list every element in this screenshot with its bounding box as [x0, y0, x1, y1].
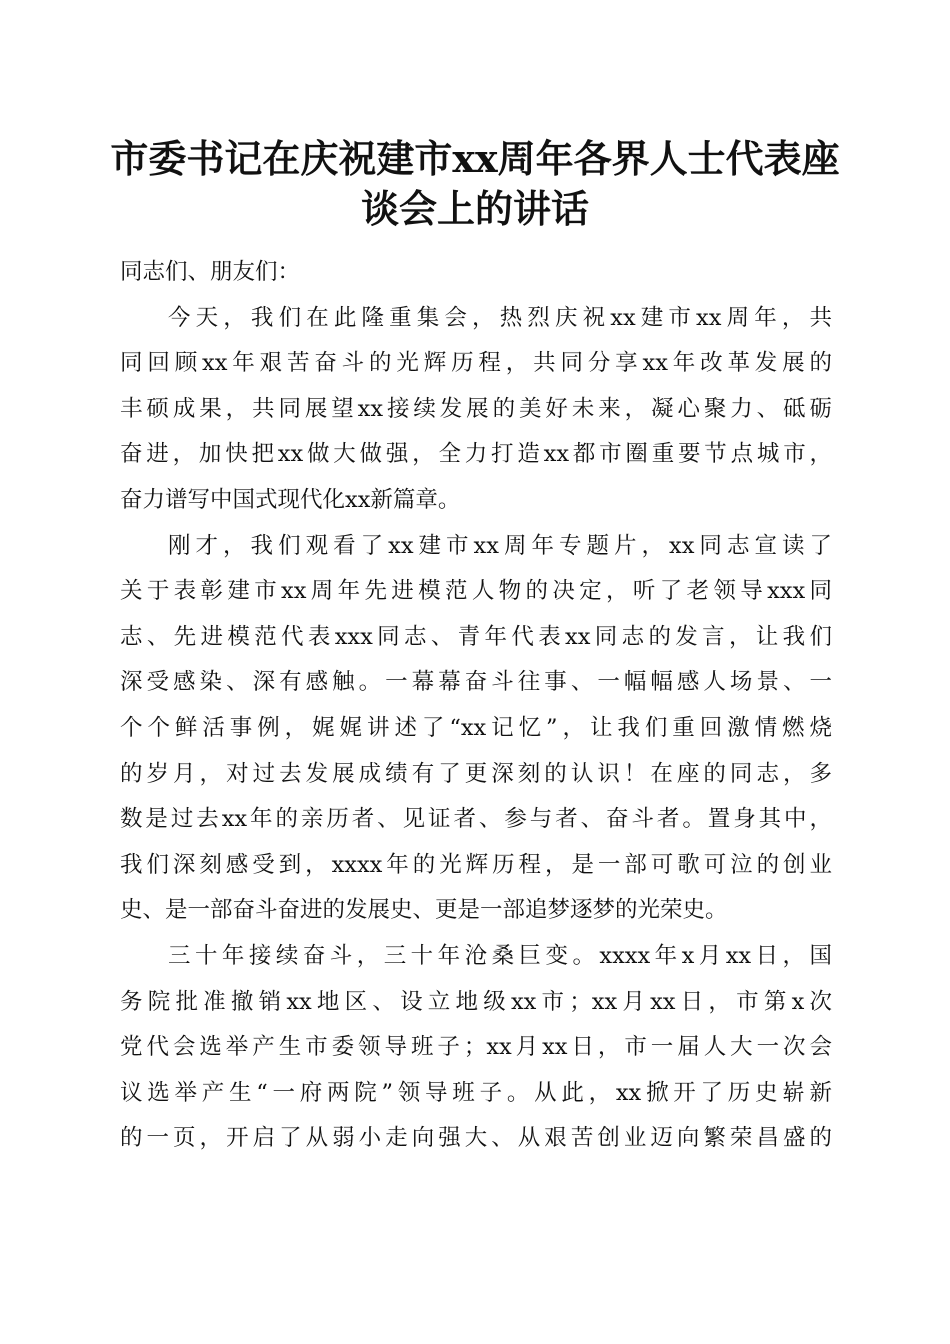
paragraph-3-line-3: 党代会选举产生市委领导班子；xx月xx日，市一届人大一次会 — [120, 1034, 832, 1061]
title-line-1: 市委书记在庆祝建市xx周年各界人士代表座 — [110, 136, 840, 181]
title-line-2: 谈会上的讲话 — [360, 186, 589, 231]
paragraph-1-line-4: 奋进，加快把xx做大做强，全力打造xx都市圈重要节点城市， — [120, 441, 832, 468]
paragraph-1-line-5: 奋力谱写中国式现代化xx新篇章。 — [120, 486, 461, 513]
paragraph-3-line-5: 的一页，开启了从弱小走向强大、从艰苦创业迈向繁荣昌盛的 — [120, 1125, 832, 1152]
paragraph-2-line-3: 志、先进模范代表xxx同志、青年代表xx同志的发言，让我们 — [120, 623, 832, 650]
paragraph-2-line-6: 的岁月，对过去发展成绩有了更深刻的认识！在座的同志，多 — [120, 760, 832, 787]
paragraph-2-line-5: 个个鲜活事例，娓娓讲述了“xx记忆”，让我们重回激情燃烧 — [120, 714, 832, 741]
paragraph-2-line-8: 我们深刻感受到，xxxx年的光辉历程，是一部可歌可泣的创业 — [120, 851, 832, 878]
speech-body — [120, 250, 832, 1162]
paragraph-2-line-4: 深受感染、深有感触。一幕幕奋斗往事、一幅幅感人场景、一 — [120, 669, 832, 696]
paragraph-3-line-2: 务院批准撤销xx地区、设立地级xx市；xx月xx日，市第x次 — [120, 988, 832, 1015]
paragraph-1-line-2: 同回顾xx年艰苦奋斗的光辉历程，共同分享xx年改革发展的 — [120, 350, 832, 377]
paragraph-1-line-3: 丰硕成果，共同展望xx接续发展的美好未来，凝心聚力、砥砺 — [120, 395, 832, 422]
paragraph-2-line-2: 关于表彰建市xx周年先进模范人物的决定，听了老领导xxx同 — [120, 578, 832, 605]
salutation: 同志们、朋友们： — [120, 259, 301, 285]
paragraph-3-line-1: 三十年接续奋斗，三十年沧桑巨变。xxxx年x月xx日，国 — [168, 942, 832, 969]
paragraph-2-line-7: 数是过去xx年的亲历者、见证者、参与者、奋斗者。置身其中， — [120, 806, 832, 833]
paragraph-1-line-1: 今天，我们在此隆重集会，热烈庆祝xx建市xx周年，共 — [168, 304, 832, 331]
paragraph-3-line-4: 议选举产生“一府两院”领导班子。从此，xx掀开了历史崭新 — [120, 1079, 832, 1106]
paragraph-2-line-9: 史、是一部奋斗奋进的发展史、更是一部追梦逐梦的光荣史。 — [120, 897, 728, 924]
paragraph-2-line-1: 刚才，我们观看了xx建市xx周年专题片，xx同志宣读了 — [168, 532, 832, 559]
